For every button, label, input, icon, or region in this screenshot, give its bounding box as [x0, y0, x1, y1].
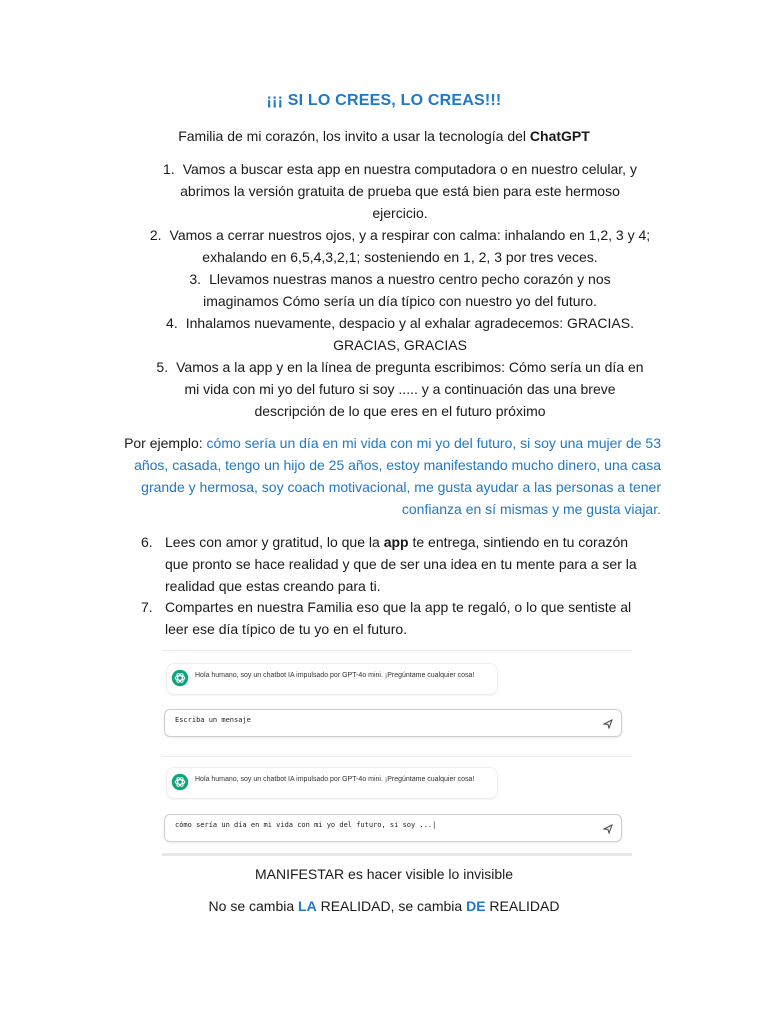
closing-text: REALIDAD: [485, 898, 560, 914]
step-number: 3.: [189, 271, 202, 287]
example-text: confianza en sí mismas y me gusta viajar.: [401, 501, 661, 517]
intro-bold: ChatGPT: [529, 128, 590, 144]
bot-message-bubble: [166, 663, 498, 695]
step-7: [141, 596, 665, 640]
openai-logo-icon: [171, 773, 189, 791]
bot-message-bubble: [166, 767, 498, 799]
example-text: cómo sería un día en mi vida con mi yo del futuro, si soy una mujer de 53: [206, 435, 661, 451]
step-number: 2.: [149, 227, 162, 243]
step-2: [120, 224, 680, 268]
step-number: 4.: [166, 315, 178, 331]
example-text: grande y hermosa, soy coach motivacional, me gusta ayudar a las personas a tener: [141, 479, 661, 495]
step-bold: app: [383, 534, 409, 550]
step-text: Vamos a buscar esta app en nuestra computadora o en nuestro celular, y: [182, 161, 637, 177]
closing-highlight: LA: [298, 898, 317, 914]
message-input-placeholder: Escriba un mensaje: [175, 716, 251, 724]
closing-line-2: [0, 898, 768, 914]
step-text: Llevamos nuestras manos a nuestro centro pecho corazón y nos: [209, 271, 611, 287]
step-text: Lees con amor y gratitud, lo que la: [165, 534, 384, 550]
closing-text: REALIDAD, se cambia: [316, 898, 467, 914]
step-1: [140, 158, 660, 224]
closing-text: No se cambia: [208, 898, 299, 914]
step-text: exhalando en 6,5,4,3,2,1; sosteniendo en 1, 2, 3 por tres veces.: [202, 249, 598, 265]
send-icon[interactable]: [603, 719, 613, 729]
step-text: GRACIAS, GRACIAS: [333, 337, 467, 353]
chat-widget-1: [162, 650, 632, 745]
message-input-value: cómo sería un día en mi vida con mi yo del futuro, si soy ...|: [175, 821, 437, 829]
step-number: 7.: [141, 599, 153, 615]
step-text: imaginamos Cómo sería un día típico con nuestro yo del futuro.: [203, 293, 597, 309]
step-text: ejercicio.: [372, 205, 428, 221]
step-text: abrimos la versión gratuita de prueba que está bien para este hermoso: [180, 183, 620, 199]
step-4: [140, 312, 660, 356]
step-text: Vamos a la app y en la línea de pregunta escribimos: Cómo sería un día en: [176, 359, 644, 375]
message-input[interactable]: [164, 709, 622, 737]
bot-message-text: Hola humano, soy un chatbot IA impulsado por GPT-4o mini. ¡Pregúntame cualquier cosa!: [195, 776, 475, 783]
step-text: descripción de lo que eres en el futuro próximo: [254, 403, 546, 419]
step-text: realidad que estas creando para ti.: [165, 578, 381, 594]
openai-logo-icon: [171, 669, 189, 687]
step-number: 5.: [156, 359, 169, 375]
closing-line-1: MANIFESTAR es hacer visible lo invisible: [254, 866, 514, 882]
example-text: años, casada, tengo un hijo de 25 años, estoy manifestando mucho dinero, una casa: [134, 457, 661, 473]
step-text: Inhalamos nuevamente, despacio y al exhalar agradecemos: GRACIAS.: [185, 315, 634, 331]
step-number: 1.: [163, 161, 175, 177]
send-icon[interactable]: [603, 824, 613, 834]
closing-highlight: DE: [466, 898, 486, 914]
message-input[interactable]: [164, 814, 622, 842]
example-paragraph: [108, 432, 661, 520]
step-text: te entrega, sintiendo en tu corazón: [408, 534, 629, 550]
page-title: ¡¡¡ SI LO CREES, LO CREAS!!!: [266, 92, 502, 109]
step-text: Vamos a cerrar nuestros ojos, y a respirar con calma: inhalando en 1,2, 3 y 4;: [169, 227, 651, 243]
intro-text: Familia de mi corazón, los invito a usar la tecnología del: [178, 128, 530, 144]
step-text: Compartes en nuestra Familia eso que la app te regaló, o lo que sentiste al: [165, 599, 632, 615]
chat-widget-2: [162, 756, 632, 856]
bot-message-text: Hola humano, soy un chatbot IA impulsado por GPT-4o mini. ¡Pregúntame cualquier cosa!: [195, 672, 475, 679]
intro-paragraph: [0, 128, 768, 144]
step-5: [130, 356, 670, 422]
example-label: Por ejemplo:: [124, 435, 207, 451]
step-3: [150, 268, 650, 312]
step-text: mi vida con mi yo del futuro si soy ..... y a continuación das una breve: [184, 381, 616, 397]
step-text: leer ese día típico de tu yo en el futuro.: [165, 621, 408, 637]
step-6: [141, 531, 665, 597]
step-number: 6.: [141, 534, 153, 550]
step-text: que pronto se hace realidad y que de ser una idea en tu mente para a ser la: [165, 556, 637, 572]
